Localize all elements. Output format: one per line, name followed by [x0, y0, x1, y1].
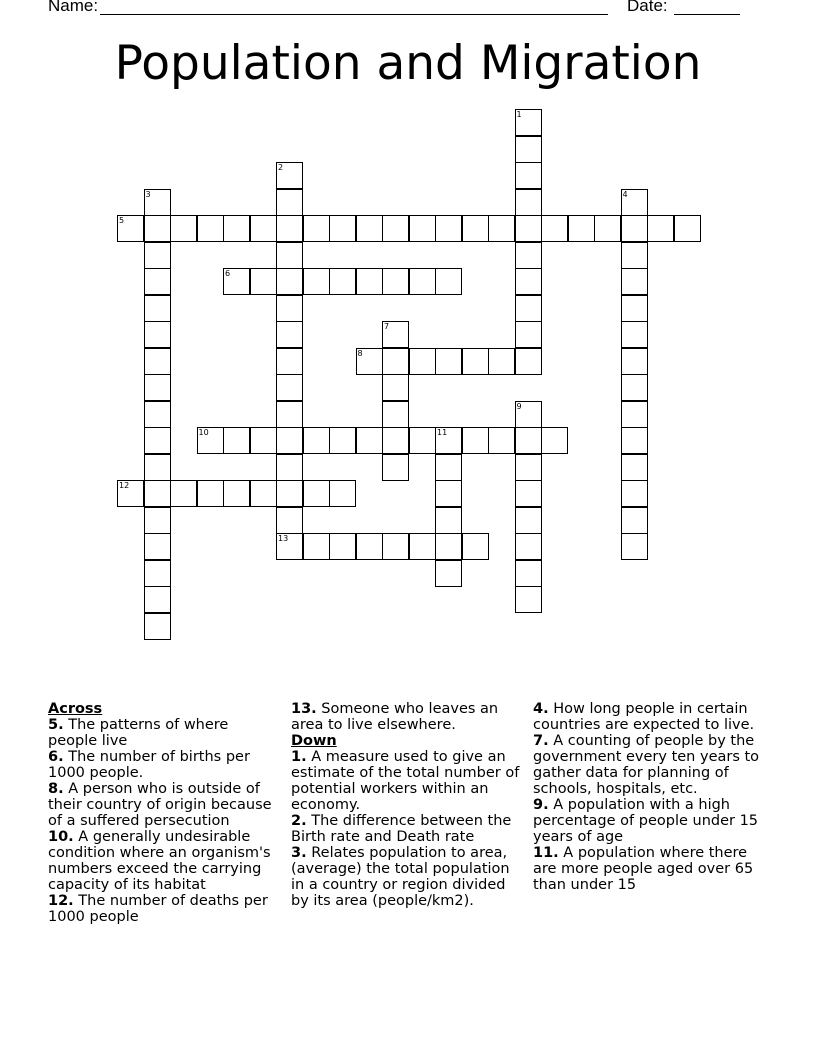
- grid-cell[interactable]: [594, 215, 621, 242]
- grid-cell[interactable]: [435, 268, 462, 295]
- clues-column-1: [48, 701, 280, 925]
- clue-text: The number of births per 1000 people.: [48, 749, 250, 781]
- clue-number-label: 7: [384, 322, 390, 331]
- grid-cell[interactable]: [621, 427, 648, 454]
- grid-cell[interactable]: [144, 321, 171, 348]
- grid-cell[interactable]: [170, 480, 197, 507]
- grid-cell[interactable]: [303, 480, 330, 507]
- grid-cell[interactable]: [382, 533, 409, 560]
- grid-cell[interactable]: [276, 348, 303, 375]
- clue-text: Someone who leaves an area to live elsewhere.: [291, 701, 499, 733]
- grid-cell[interactable]: [276, 401, 303, 428]
- grid-cell[interactable]: [674, 215, 701, 242]
- grid-cell[interactable]: [488, 348, 515, 375]
- grid-cell[interactable]: [621, 268, 648, 295]
- grid-cell[interactable]: [276, 295, 303, 322]
- grid-cell[interactable]: [250, 268, 277, 295]
- clue-number: 2.: [291, 813, 307, 829]
- clue-number-label: 5: [119, 216, 125, 225]
- clue-number-label: 8: [357, 348, 363, 358]
- clue-number: 13.: [291, 701, 317, 717]
- grid-cell[interactable]: [144, 242, 171, 269]
- grid-cell[interactable]: [223, 427, 250, 454]
- grid-cell[interactable]: [515, 162, 542, 189]
- grid-cell[interactable]: [621, 374, 648, 401]
- grid-cell[interactable]: [621, 507, 648, 534]
- date-label: Date:: [627, 0, 668, 15]
- grid-cell[interactable]: [515, 427, 542, 454]
- clue-number: 4.: [533, 701, 549, 717]
- clue-down-9: [533, 797, 773, 845]
- clue-number-label: 1: [516, 110, 522, 119]
- grid-cell[interactable]: [515, 586, 542, 613]
- grid-cell[interactable]: [276, 507, 303, 534]
- clue-number: 10.: [48, 829, 74, 845]
- clue-number: 6.: [48, 749, 64, 765]
- grid-cell[interactable]: [356, 268, 383, 295]
- grid-cell[interactable]: [621, 401, 648, 428]
- clue-number-label: 11: [437, 428, 448, 437]
- grid-cell[interactable]: [144, 401, 171, 428]
- across-heading: Across: [48, 701, 103, 717]
- grid-cell[interactable]: [276, 268, 303, 295]
- clue-number-label: 6: [225, 269, 231, 278]
- grid-cell[interactable]: [144, 215, 171, 242]
- grid-cell[interactable]: [409, 427, 436, 454]
- clues-column-3: [533, 701, 773, 893]
- grid-cell[interactable]: [144, 427, 171, 454]
- clue-across-13: [291, 701, 527, 733]
- grid-cell[interactable]: [144, 348, 171, 375]
- grid-cell[interactable]: [621, 454, 648, 481]
- grid-cell[interactable]: [303, 533, 330, 560]
- clue-text: The number of deaths per 1000 people: [48, 893, 268, 925]
- grid-cell[interactable]: [621, 215, 648, 242]
- clue-number: 5.: [48, 717, 64, 733]
- grid-cell[interactable]: [488, 427, 515, 454]
- grid-cell[interactable]: [462, 427, 489, 454]
- grid-cell[interactable]: [515, 560, 542, 587]
- grid-cell[interactable]: [435, 560, 462, 587]
- grid-cell[interactable]: [276, 321, 303, 348]
- grid-cell[interactable]: [356, 427, 383, 454]
- clue-text: A person who is outside of their country of origin because of a suffered persecution: [48, 781, 272, 829]
- clue-number-label: 2: [278, 163, 284, 172]
- grid-cell[interactable]: [515, 348, 542, 375]
- grid-cell[interactable]: [144, 613, 171, 640]
- grid-cell[interactable]: [223, 215, 250, 242]
- clue-down-7: [533, 733, 773, 797]
- grid-cell[interactable]: [144, 533, 171, 560]
- grid-cell[interactable]: [223, 480, 250, 507]
- clue-text: A generally undesirable condition where an organism's numbers exceed the carrying capacity of its habitat: [48, 829, 271, 893]
- grid-cell[interactable]: [621, 295, 648, 322]
- grid-cell[interactable]: [144, 374, 171, 401]
- clue-down-3: [291, 845, 527, 909]
- grid-cell[interactable]: [435, 507, 462, 534]
- grid-cell[interactable]: [144, 586, 171, 613]
- grid-cell[interactable]: [276, 427, 303, 454]
- grid-cell[interactable]: [356, 533, 383, 560]
- clue-number-label: 4: [622, 189, 628, 199]
- grid-cell[interactable]: [382, 454, 409, 481]
- grid-cell[interactable]: [488, 215, 515, 242]
- clue-down-4: [533, 701, 773, 733]
- grid-cell[interactable]: [144, 268, 171, 295]
- clue-text: A population with a high percentage of people under 15 years of age: [533, 797, 759, 845]
- grid-cell[interactable]: [515, 295, 542, 322]
- clue-number: 11.: [533, 845, 559, 861]
- clue-number: 8.: [48, 781, 64, 797]
- grid-cell[interactable]: [541, 215, 568, 242]
- clue-across-10: [48, 829, 280, 893]
- grid-cell[interactable]: [144, 560, 171, 587]
- grid-cell[interactable]: [462, 348, 489, 375]
- grid-cell[interactable]: [144, 454, 171, 481]
- clue-number-label: 10: [198, 428, 209, 437]
- grid-cell[interactable]: [303, 268, 330, 295]
- grid-cell[interactable]: [409, 268, 436, 295]
- grid-cell[interactable]: [329, 533, 356, 560]
- clue-number: 9.: [533, 797, 549, 813]
- clue-text: A counting of people by the government every ten years to gather data for planning of schools, hospitals, etc.: [533, 733, 760, 797]
- clue-down-11: [533, 845, 773, 893]
- clue-number: 1.: [291, 749, 307, 765]
- grid-cell[interactable]: [250, 215, 277, 242]
- clue-across-8: [48, 781, 280, 829]
- grid-cell[interactable]: [303, 215, 330, 242]
- grid-cell[interactable]: [435, 533, 462, 560]
- grid-cell[interactable]: [197, 215, 224, 242]
- grid-cell[interactable]: [409, 215, 436, 242]
- grid-cell[interactable]: [515, 189, 542, 216]
- down-heading: Down: [291, 733, 337, 749]
- grid-cell[interactable]: [515, 268, 542, 295]
- grid-cell[interactable]: [276, 374, 303, 401]
- clue-down-1: [291, 749, 527, 813]
- grid-cell[interactable]: [250, 427, 277, 454]
- grid-cell[interactable]: [276, 242, 303, 269]
- grid-cell[interactable]: [515, 215, 542, 242]
- clue-across-5: [48, 717, 280, 749]
- grid-cell[interactable]: [621, 533, 648, 560]
- clue-number: 3.: [291, 845, 307, 861]
- clues-column-2: [291, 701, 527, 909]
- grid-cell[interactable]: [197, 480, 224, 507]
- grid-cell[interactable]: [382, 374, 409, 401]
- grid-cell[interactable]: [276, 189, 303, 216]
- grid-cell[interactable]: [356, 215, 383, 242]
- grid-cell[interactable]: [515, 507, 542, 534]
- grid-cell[interactable]: [541, 427, 568, 454]
- clue-across-12: [48, 893, 280, 925]
- grid-cell[interactable]: [329, 480, 356, 507]
- grid-cell[interactable]: [276, 215, 303, 242]
- grid-cell[interactable]: [621, 348, 648, 375]
- clue-number: 7.: [533, 733, 549, 749]
- grid-cell[interactable]: [276, 454, 303, 481]
- grid-cell[interactable]: [170, 215, 197, 242]
- grid-cell[interactable]: [435, 480, 462, 507]
- clue-text: How long people in certain countries are expected to live.: [533, 701, 755, 733]
- clue-text: A population where there are more people aged over 65 than under 15: [533, 845, 754, 893]
- grid-cell[interactable]: [382, 427, 409, 454]
- grid-cell[interactable]: [647, 215, 674, 242]
- clue-number-label: 9: [516, 401, 522, 411]
- grid-cell[interactable]: [382, 268, 409, 295]
- grid-cell[interactable]: [462, 533, 489, 560]
- grid-cell[interactable]: [144, 507, 171, 534]
- grid-cell[interactable]: [409, 348, 436, 375]
- page-title: Population and Migration: [114, 36, 702, 91]
- clue-number: 12.: [48, 893, 74, 909]
- grid-cell[interactable]: [144, 295, 171, 322]
- grid-cell[interactable]: [329, 268, 356, 295]
- clue-down-2: [291, 813, 527, 845]
- grid-cell[interactable]: [621, 321, 648, 348]
- grid-cell[interactable]: [435, 215, 462, 242]
- grid-cell[interactable]: [144, 480, 171, 507]
- grid-cell[interactable]: [329, 427, 356, 454]
- grid-cell[interactable]: [329, 215, 356, 242]
- grid-cell[interactable]: [515, 454, 542, 481]
- grid-cell[interactable]: [568, 215, 595, 242]
- clue-text: A measure used to give an estimate of the total number of potential workers within an economy.: [291, 749, 520, 813]
- clue-text: The patterns of where people live: [48, 717, 229, 749]
- grid-cell[interactable]: [462, 215, 489, 242]
- grid-cell[interactable]: [515, 321, 542, 348]
- grid-cell[interactable]: [515, 136, 542, 163]
- clue-text: The difference between the Birth rate and Death rate: [291, 813, 512, 845]
- clue-number-label: 13: [278, 534, 289, 543]
- name-label: Name:: [48, 0, 99, 15]
- grid-cell[interactable]: [515, 480, 542, 507]
- grid-cell[interactable]: [382, 348, 409, 375]
- grid-cell[interactable]: [250, 480, 277, 507]
- grid-cell[interactable]: [435, 454, 462, 481]
- clue-number-label: 3: [145, 189, 151, 199]
- clue-text: Relates population to area, (average) the total population in a country or region divided by its area (people/km2).: [291, 845, 510, 909]
- grid-cell[interactable]: [409, 533, 436, 560]
- grid-cell[interactable]: [303, 427, 330, 454]
- grid-cell[interactable]: [515, 533, 542, 560]
- grid-cell[interactable]: [621, 480, 648, 507]
- grid-cell[interactable]: [276, 480, 303, 507]
- grid-cell[interactable]: [435, 348, 462, 375]
- clue-across-6: [48, 749, 280, 781]
- grid-cell[interactable]: [382, 215, 409, 242]
- grid-cell[interactable]: [382, 401, 409, 428]
- clue-number-label: 12: [119, 481, 130, 490]
- grid-cell[interactable]: [515, 242, 542, 269]
- grid-cell[interactable]: [621, 242, 648, 269]
